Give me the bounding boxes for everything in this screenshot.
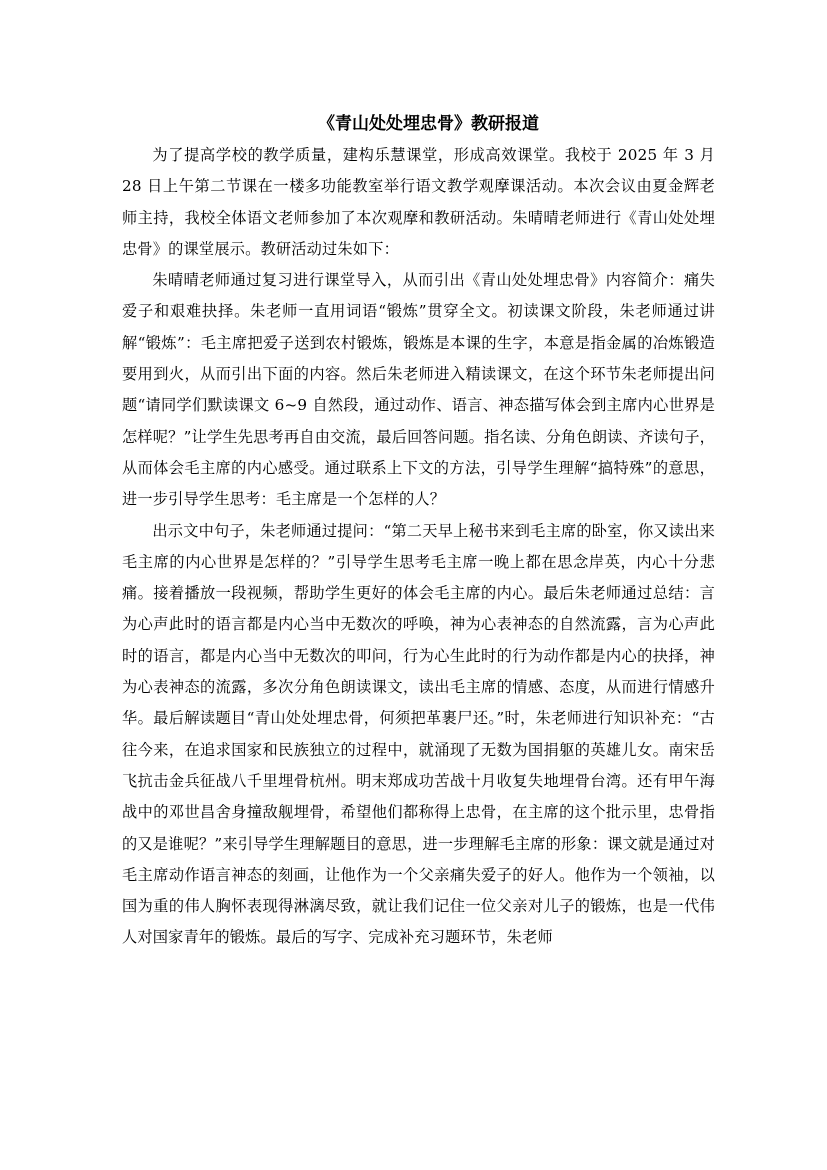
document-title: 《青山处处埋忠骨》教研报道 (318, 114, 539, 134)
paragraph-lesson-intro: 朱晴晴老师通过复习进行课堂导入，从而引出《青山处处埋忠骨》内容简介：痛失爱子和艰难抉择。朱老师一直用词语“锻炼”贯穿全文。初读课文阶段，朱老师通过讲解“锻炼”：毛主席把爱子送到农村锻炼，锻炼是本课的生字，本意是指金属的冶炼锻造要用到火，从而引出下面的内容。然后朱老师进入精读课文，在这个环节朱老师提出问题“请同学们默读课文 6~9 自然段，通过动作、语言、神态描写体会到主席内心世界是怎样呢？”让学生先思考再自由交流，最后回答问题。指名读、分角色朗读、齐读句子，从而体会毛主席的内心感受。通过联系上下文的方法，引导学生理解“搞特殊”的意思，进一步引导学生思考：毛主席是一个怎样的人？ (122, 271, 715, 509)
paragraph-lesson-detail: 出示文中句子，朱老师通过提问：“第二天早上秘书来到毛主席的卧室，你又读出来毛主席的内心世界是怎样的？”引导学生思考毛主席一晚上都在思念岸英，内心十分悲痛。接着播放一段视频，帮助学生更好的体会毛主席的内心。最后朱老师通过总结：言为心声此时的语言都是内心当中无数次的呼唤，神为心表神态的自然流露，言为心声此时的语言，都是内心当中无数次的叩问，行为心生此时的行为动作都是内心的抉择，神为心表神态的流露，多次分角色朗读课文，读出毛主席的情感、态度，从而进行情感升华。最后解读题目“青山处处埋忠骨，何须把革裹尸还。”时，朱老师进行知识补充：“古往今来，在追求国家和民族独立的过程中，就涌现了无数为国捐躯的英雄儿女。南宋岳飞抗击金兵征战八千里埋骨杭州。明末郑成功苦战十月收复失地埋骨台湾。还有甲午海战中的邓世昌舍身撞敌舰埋骨，希望他们都称得上忠骨，在主席的这个批示里，忠骨指的又是谁呢？”来引导学生理解题目的意思，进一步理解毛主席的形象：课文就是通过对毛主席动作语言神态的刻画，让他作为一个父亲痛失爱子的好人。他作为一个领袖，以国为重的伟人胸怀表现得淋漓尽致，就让我们记住一位父亲对儿子的锻炼，也是一代伟人对国家青年的锻炼。最后的写字、完成补充习题环节，朱老师 (122, 521, 715, 947)
paragraph-intro: 为了提高学校的教学质量，建构乐慧课堂，形成高效课堂。我校于 2025 年 3 月 28 日上午第二节课在一楼多功能教室举行语文教学观摩课活动。本次会议由夏金辉老师主持，我校全体语文老师参加了本次观摩和教研活动。朱晴晴老师进行《青山处处埋忠骨》的课堂展示。教研活动过朱如下： (122, 146, 715, 258)
